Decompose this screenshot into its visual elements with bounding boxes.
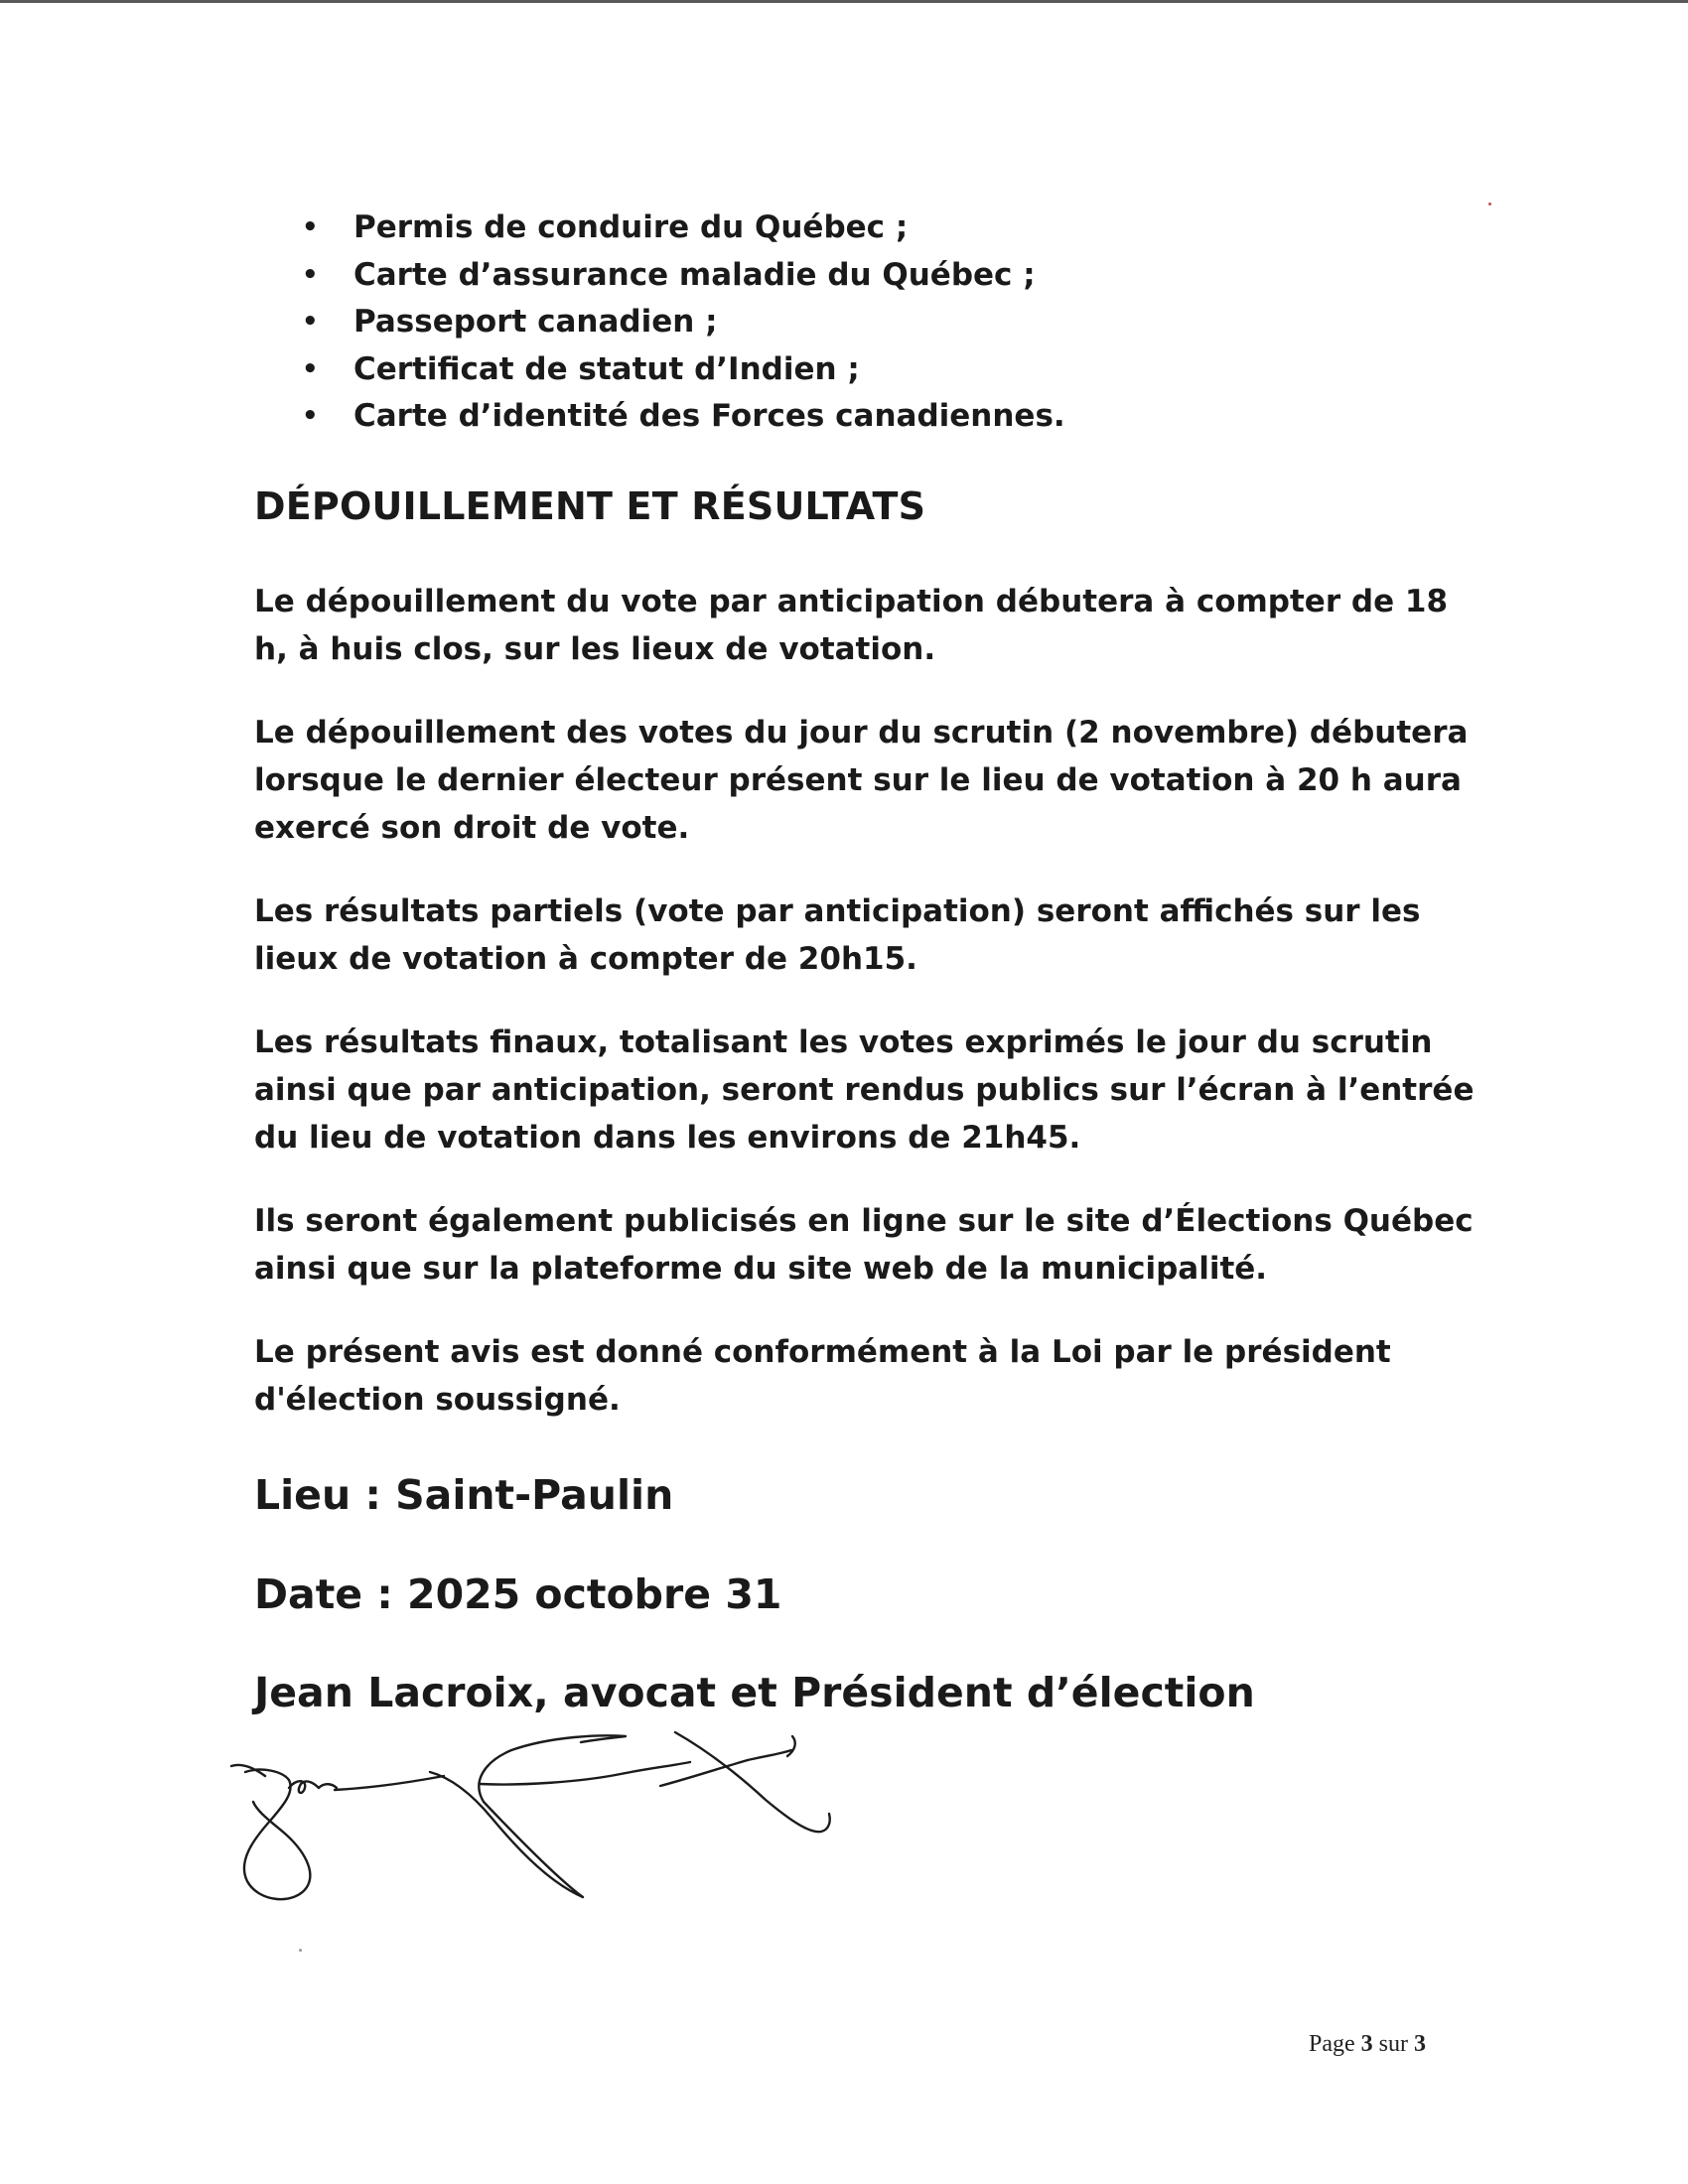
- list-item: • Certificat de statut d’Indien ;: [294, 346, 1065, 394]
- section-title: DÉPOUILLEMENT ET RÉSULTATS: [254, 484, 926, 528]
- identification-list: [294, 205, 1065, 441]
- paragraph-online-publication: Ils seront également publicisés en ligne sur le site d’Élections Québec ainsi que sur la plateforme du site web de la municipalité.: [254, 1203, 1474, 1287]
- list-item: • Carte d’identité des Forces canadiennes.: [294, 393, 1065, 441]
- bullet-icon: •: [302, 353, 319, 384]
- bullet-icon: •: [302, 307, 319, 337]
- paragraph-partial-results: Les résultats partiels (vote par anticipation) seront affichés sur les lieux de votation à compter de 20h15.: [254, 893, 1421, 977]
- date-line: Date : 2025 octobre 31: [254, 1570, 782, 1618]
- list-item: • Carte d’assurance maladie du Québec ;: [294, 252, 1065, 300]
- list-item: • Permis de conduire du Québec ;: [294, 205, 1065, 252]
- paragraph-counting-election-day: Le dépouillement des votes du jour du scrutin (2 novembre) débutera lorsque le dernier électeur présent sur le lieu de votation à 20 h aura exercé son droit de vote.: [254, 715, 1469, 846]
- bullet-icon: •: [302, 401, 319, 431]
- paragraph-final-results: Les résultats finaux, totalisant les votes exprimés le jour du scrutin ainsi que par anticipation, seront rendus publics sur l’écran à l’entrée du lieu de votation dans les environs de 21h45.: [254, 1024, 1475, 1156]
- list-item: • Passeport canadien ;: [294, 299, 1065, 346]
- location-line: Lieu : Saint-Paulin: [254, 1471, 674, 1519]
- bullet-icon: •: [302, 212, 319, 242]
- page-number: Page 3 sur 3: [1309, 2031, 1426, 2057]
- scan-speck: [1488, 203, 1491, 205]
- bullet-icon: •: [302, 259, 319, 290]
- paragraph-counting-advance: Le dépouillement du vote par anticipation débutera à compter de 18 h, à huis clos, sur les lieux de votation.: [254, 584, 1449, 667]
- scan-speck: [299, 1949, 302, 1952]
- scan-edge: [0, 0, 1688, 3]
- paragraph-notice: Le présent avis est donné conformément à la Loi par le président d'élection soussigné.: [254, 1334, 1391, 1418]
- signatory-line: Jean Lacroix, avocat et Président d’élection: [254, 1669, 1255, 1716]
- handwritten-signature: [223, 1722, 899, 1921]
